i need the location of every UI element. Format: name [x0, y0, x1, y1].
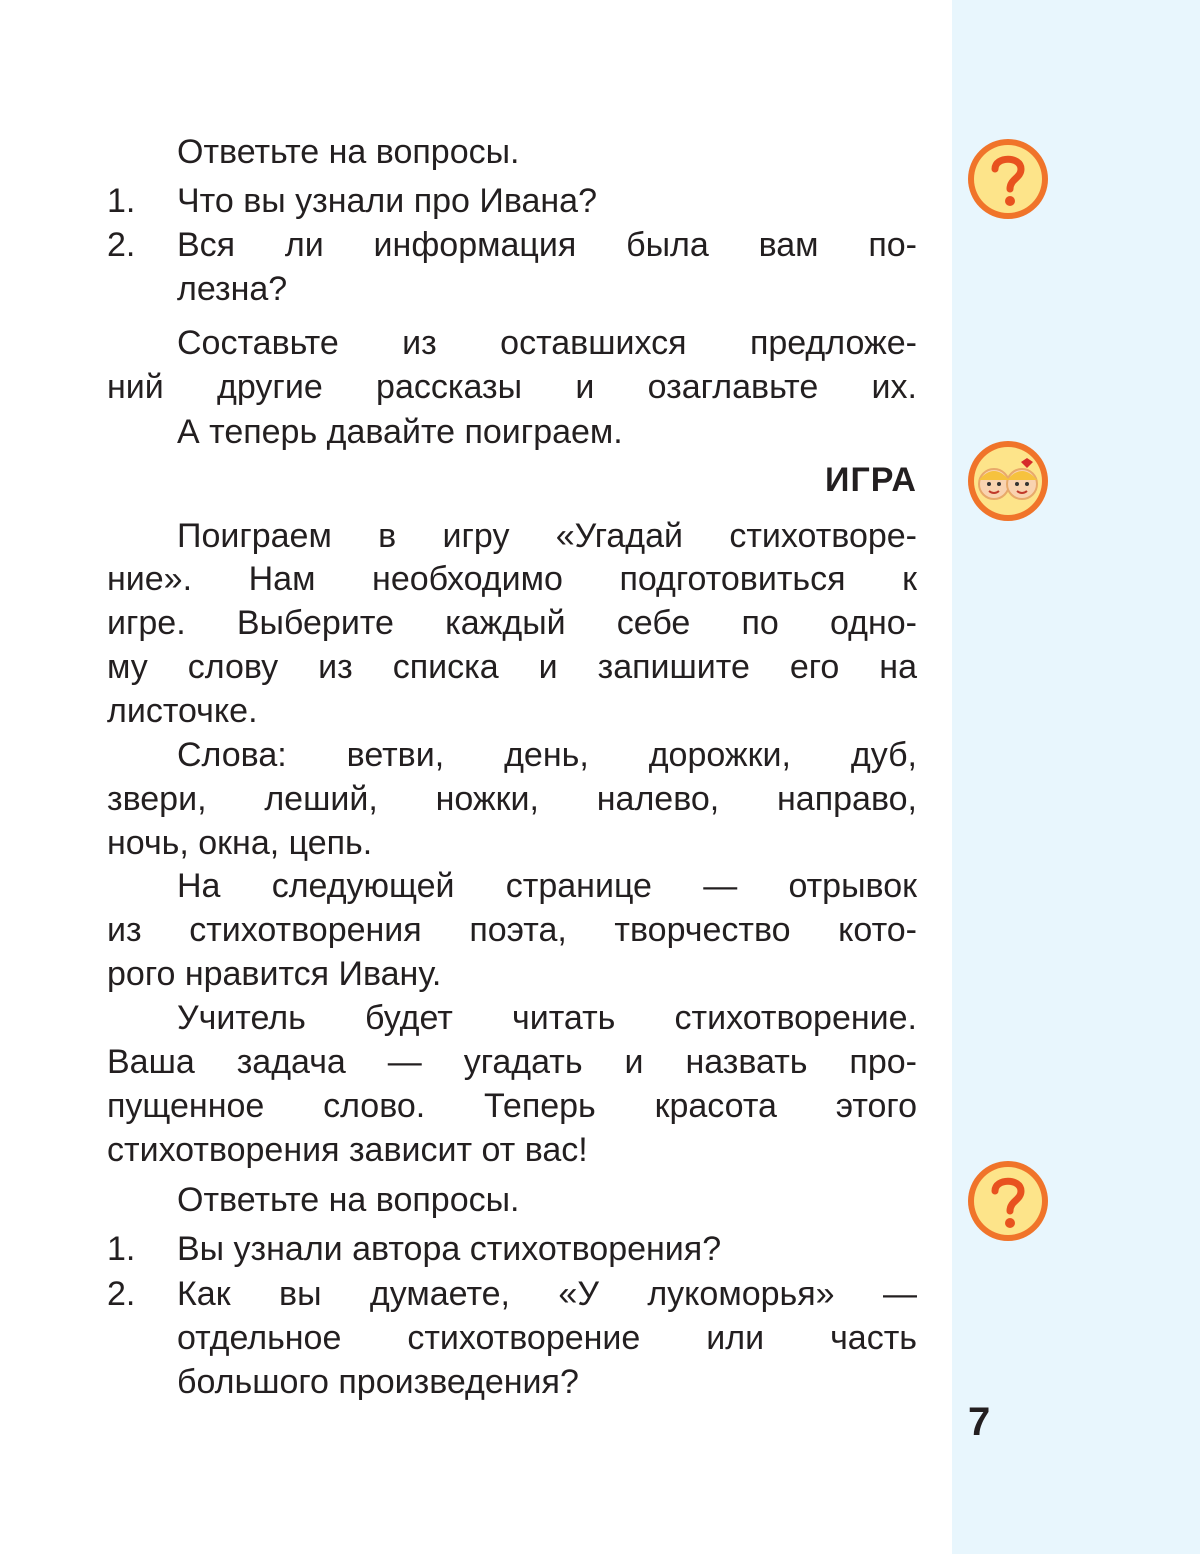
question-text: большого произведения?	[177, 1363, 579, 1401]
question-text: Что вы узнали про Ивана?	[177, 182, 598, 220]
paragraph-line: Составьте из оставшихся предложе-	[177, 324, 917, 362]
paragraph-line: А теперь давайте поиграем.	[177, 413, 623, 451]
paragraph-line: Учитель будет читать стихотворение.	[177, 999, 917, 1037]
question-text: Как вы думаете, «У лукоморья» —	[177, 1275, 917, 1313]
paragraph-line: игре. Выберите каждый себе по одно-	[107, 604, 917, 642]
paragraph-line: ний другие рассказы и озаглавьте их.	[107, 368, 917, 406]
paragraph-line: пущенное слово. Теперь красота этого	[107, 1087, 917, 1125]
paragraph-line: листочке.	[107, 692, 258, 730]
paragraph-line: из стихотворения поэта, творчество кото-	[107, 911, 917, 949]
questions-prompt: Ответьте на вопросы.	[177, 1181, 520, 1219]
question-icon	[965, 1158, 1051, 1244]
question-number: 2.	[107, 226, 136, 264]
question-number: 1.	[107, 182, 136, 220]
paragraph-line: му слову из списка и запишите его на	[107, 648, 917, 686]
game-heading: ИГРА	[825, 461, 917, 499]
page-number: 7	[968, 1400, 991, 1444]
sidebar-margin	[952, 0, 1200, 1554]
question-text: отдельное стихотворение или часть	[177, 1319, 917, 1357]
questions-prompt: Ответьте на вопросы.	[177, 133, 520, 171]
word-list-line: Слова: ветви, день, дорожки, дуб,	[177, 736, 917, 774]
paragraph-line: ние». Нам необходимо подготовиться к	[107, 560, 917, 598]
paragraph-line: Ваша задача — угадать и назвать про-	[107, 1043, 917, 1081]
paragraph-line: На следующей странице — отрывок	[177, 867, 917, 905]
question-number: 1.	[107, 1230, 136, 1268]
question-text: Вы узнали автора стихотворения?	[177, 1230, 722, 1268]
word-list-line: ночь, окна, цепь.	[107, 824, 373, 862]
question-text: лезна?	[177, 270, 288, 308]
question-number: 2.	[107, 1275, 136, 1313]
paragraph-line: стихотворения зависит от вас!	[107, 1131, 588, 1169]
kids-faces-icon	[965, 438, 1051, 524]
paragraph-line: рого нравится Ивану.	[107, 955, 442, 993]
question-icon	[965, 136, 1051, 222]
question-text: Вся ли информация была вам по-	[177, 226, 917, 264]
paragraph-line: Поиграем в игру «Угадай стихотворе-	[177, 517, 917, 555]
word-list-line: звери, леший, ножки, налево, направо,	[107, 780, 917, 818]
